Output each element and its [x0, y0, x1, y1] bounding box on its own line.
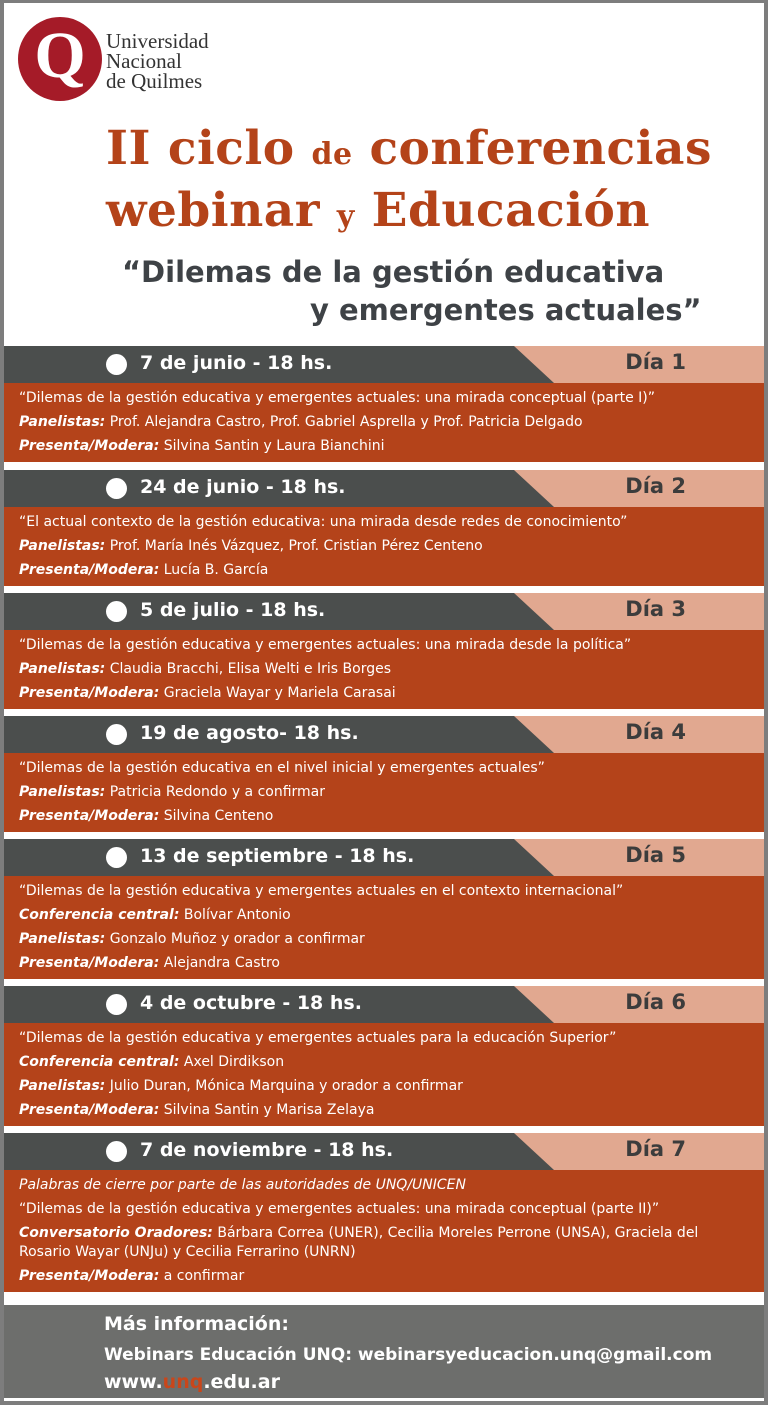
- day-date: 5 de julio - 18 hs.: [140, 599, 326, 621]
- detail-label: Panelistas:: [19, 538, 106, 554]
- day-block: [4, 839, 764, 979]
- day-details: [4, 630, 764, 709]
- day-label: Día 4: [625, 720, 686, 744]
- day-date: 24 de junio - 18 hs.: [140, 476, 346, 498]
- university-name-line: Nacional: [106, 49, 182, 73]
- detail-label: Panelistas:: [19, 1078, 106, 1094]
- detail-label: Panelistas:: [19, 414, 106, 430]
- day-header: [4, 716, 764, 753]
- day-label: Día 2: [625, 474, 686, 498]
- day-intro: Palabras de cierre por parte de las autoridades de UNQ/UNICEN: [19, 1177, 466, 1193]
- more-info-heading: Más información:: [104, 1313, 289, 1335]
- detail-text: Bolívar Antonio: [179, 907, 291, 923]
- day-header: [4, 346, 764, 383]
- title-text: webinar: [106, 183, 337, 238]
- detail-text: Graciela Wayar y Mariela Carasai: [159, 685, 396, 701]
- page-subtitle: [122, 253, 702, 329]
- university-name-line: de Quilmes: [106, 69, 203, 93]
- detail-line: [19, 780, 752, 804]
- day-label: Día 1: [625, 350, 686, 374]
- title-text-small: de: [311, 137, 353, 172]
- detail-text: Claudia Bracchi, Elisa Welti e Iris Borges: [105, 661, 392, 677]
- detail-label: Panelistas:: [19, 931, 106, 947]
- title-text: Educación: [354, 183, 651, 238]
- title-text: II ciclo: [106, 121, 312, 176]
- detail-line: [19, 558, 752, 582]
- university-logo: [18, 17, 102, 101]
- day-header: [4, 593, 764, 630]
- detail-label: Conferencia central:: [19, 1054, 180, 1070]
- detail-line: [19, 1050, 752, 1074]
- day-label: Día 6: [625, 990, 686, 1014]
- day-block: [4, 986, 764, 1126]
- day-date: 13 de septiembre - 18 hs.: [140, 845, 415, 867]
- detail-text: Patricia Redondo y a confirmar: [105, 784, 326, 800]
- bullet-icon: [106, 1141, 127, 1162]
- detail-line: [19, 903, 752, 927]
- day-label: Día 7: [625, 1137, 686, 1161]
- detail-text: a confirmar: [159, 1268, 245, 1284]
- detail-text: Lucía B. García: [159, 562, 269, 578]
- title-line-1: [106, 121, 712, 183]
- detail-label: Presenta/Modera:: [19, 438, 160, 454]
- poster-header: [4, 3, 764, 346]
- bullet-icon: [106, 994, 127, 1015]
- day-details: [4, 1023, 764, 1126]
- detail-label: Conferencia central:: [19, 907, 180, 923]
- day-details: [4, 876, 764, 979]
- detail-line: [19, 804, 752, 828]
- website-link[interactable]: [104, 1371, 280, 1393]
- detail-label: Presenta/Modera:: [19, 1102, 160, 1118]
- day-details: [4, 753, 764, 832]
- day-block: [4, 716, 764, 832]
- talk-title: “Dilemas de la gestión educativa y emergentes actuales: una mirada desde la política”: [19, 637, 632, 653]
- talk-title: “Dilemas de la gestión educativa y emergentes actuales: una mirada conceptual (parte I)”: [19, 390, 655, 406]
- talk-title: “Dilemas de la gestión educativa y emergentes actuales para la educación Superior”: [19, 1030, 617, 1046]
- detail-text: Prof. Alejandra Castro, Prof. Gabriel Asprella y Prof. Patricia Delgado: [105, 414, 583, 430]
- detail-text: Silvina Santin y Laura Bianchini: [159, 438, 385, 454]
- detail-label: Presenta/Modera:: [19, 1268, 160, 1284]
- bullet-icon: [106, 847, 127, 868]
- talk-title: “Dilemas de la gestión educativa y emergentes actuales: una mirada conceptual (parte II)”: [19, 1201, 660, 1217]
- bullet-icon: [106, 601, 127, 622]
- day-header: [4, 1133, 764, 1170]
- university-name: [106, 31, 209, 91]
- detail-text: Julio Duran, Mónica Marquina y orador a confirmar: [105, 1078, 463, 1094]
- detail-label: Presenta/Modera:: [19, 562, 160, 578]
- day-block: [4, 593, 764, 709]
- contact-email[interactable]: Webinars Educación UNQ: webinarsyeducacion.unq@gmail.com: [104, 1345, 713, 1365]
- detail-text: Silvina Centeno: [159, 808, 274, 824]
- talk-title: “El actual contexto de la gestión educativa: una mirada desde redes de conocimiento”: [19, 514, 628, 530]
- detail-text: Prof. María Inés Vázquez, Prof. Cristian Pérez Centeno: [105, 538, 483, 554]
- website-brand: unq: [162, 1371, 204, 1393]
- title-text: conferencias: [352, 121, 712, 176]
- page-title: [106, 121, 712, 245]
- detail-label: Presenta/Modera:: [19, 808, 160, 824]
- footer-info: [4, 1305, 764, 1398]
- day-details: [4, 1170, 764, 1292]
- subtitle-line-1: “Dilemas de la gestión educativa: [122, 255, 665, 289]
- detail-text: Silvina Santin y Marisa Zelaya: [159, 1102, 375, 1118]
- day-date: 19 de agosto- 18 hs.: [140, 722, 359, 744]
- day-header: [4, 470, 764, 507]
- day-header: [4, 986, 764, 1023]
- detail-line: [19, 434, 752, 458]
- logo-q-mark: Q: [34, 19, 86, 92]
- day-header: [4, 839, 764, 876]
- detail-label: Panelistas:: [19, 784, 106, 800]
- detail-line: [19, 410, 752, 434]
- day-block: [4, 470, 764, 586]
- detail-line: [19, 1221, 752, 1264]
- detail-label: Conversatorio Oradores:: [19, 1225, 213, 1241]
- talk-title: “Dilemas de la gestión educativa y emergentes actuales en el contexto internacional”: [19, 883, 624, 899]
- detail-line: [19, 534, 752, 558]
- talk-title: “Dilemas de la gestión educativa en el nivel inicial y emergentes actuales”: [19, 760, 545, 776]
- detail-line: [19, 1098, 752, 1122]
- day-date: 4 de octubre - 18 hs.: [140, 992, 362, 1014]
- detail-line: [19, 681, 752, 705]
- bullet-icon: [106, 478, 127, 499]
- title-line-2: [106, 183, 712, 245]
- day-label: Día 3: [625, 597, 686, 621]
- detail-line: [19, 1074, 752, 1098]
- bullet-icon: [106, 724, 127, 745]
- day-block: [4, 346, 764, 462]
- day-block: [4, 1133, 764, 1292]
- detail-label: Presenta/Modera:: [19, 685, 160, 701]
- detail-text: Bárbara Correa (UNER), Cecilia Moreles Perrone (UNSA), Graciela del Rosario Wayar (UNJu) y Cecilia Ferrarino (UNRN): [19, 1225, 699, 1260]
- title-text-small: y: [336, 199, 355, 234]
- detail-label: Presenta/Modera:: [19, 955, 160, 971]
- day-label: Día 5: [625, 843, 686, 867]
- website-suffix: .edu.ar: [203, 1371, 280, 1393]
- detail-line: [19, 927, 752, 951]
- day-details: [4, 383, 764, 462]
- detail-text: Alejandra Castro: [159, 955, 280, 971]
- detail-text: Axel Dirdikson: [179, 1054, 285, 1070]
- detail-text: Gonzalo Muñoz y orador a confirmar: [105, 931, 365, 947]
- university-name-line: Universidad: [106, 29, 209, 53]
- day-details: [4, 507, 764, 586]
- detail-line: [19, 657, 752, 681]
- bullet-icon: [106, 354, 127, 375]
- day-date: 7 de junio - 18 hs.: [140, 352, 333, 374]
- day-date: 7 de noviembre - 18 hs.: [140, 1139, 394, 1161]
- detail-line: [19, 1264, 752, 1288]
- detail-label: Panelistas:: [19, 661, 106, 677]
- subtitle-line-2: y emergentes actuales”: [310, 293, 702, 327]
- detail-line: [19, 951, 752, 975]
- website-prefix: www.: [104, 1371, 163, 1393]
